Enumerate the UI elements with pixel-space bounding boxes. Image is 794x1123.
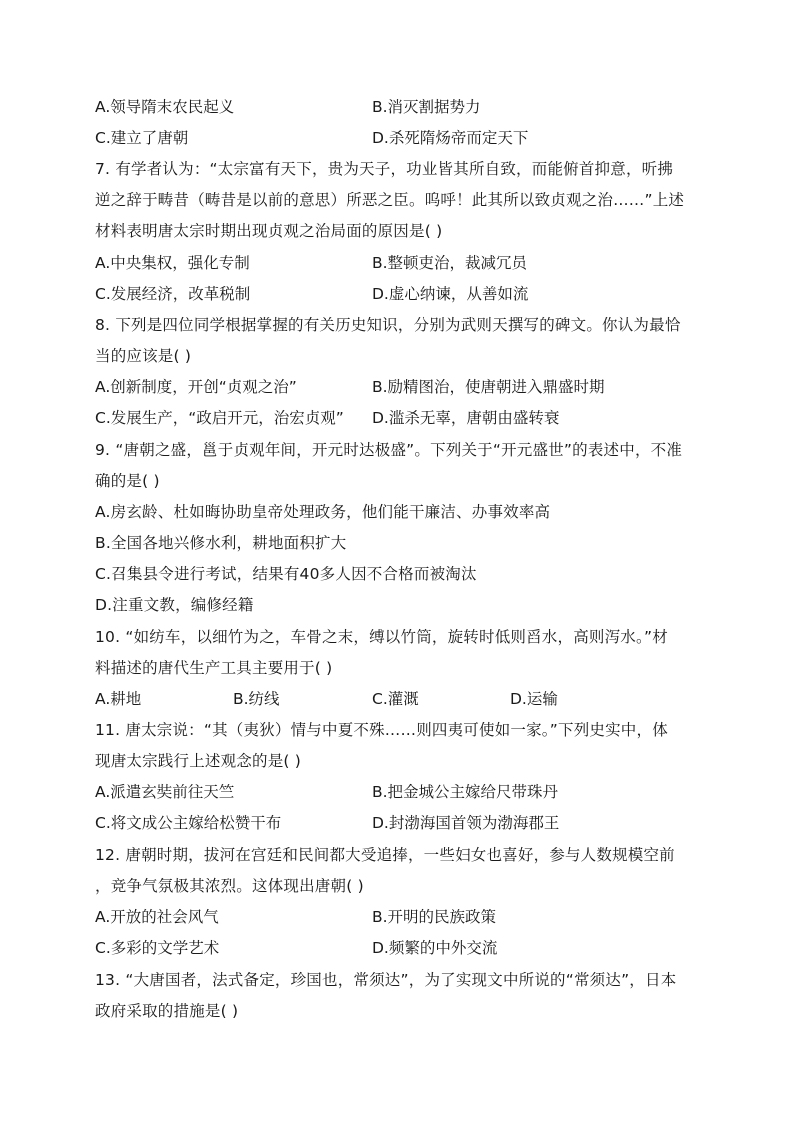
q8-stem-line-1: 8. 下列是四位同学根据掌握的有关历史知识，分别为武则天撰写的碑文。你认为最恰 <box>95 316 681 334</box>
q12-option-b: B.开明的民族政策 <box>372 908 497 926</box>
q12-option-a: A.开放的社会风气 <box>95 908 219 926</box>
q7-stem-line-3: 材料表明唐太宗时期出现贞观之治局面的原因是( ) <box>95 222 443 240</box>
q6-option-b: B.消灭割据势力 <box>372 98 481 116</box>
q13-stem-line-2: 政府采取的措施是( ) <box>95 1002 239 1020</box>
q9-stem-line-1: 9. “唐朝之盛，邕于贞观年间，开元时达极盛”。下列关于“开元盛世”的表述中，不准 <box>95 441 683 459</box>
q8-option-b: B.励精图治，使唐朝进入鼎盛时期 <box>372 378 605 396</box>
q8-option-c: C.发展生产，“政启开元，治宏贞观” <box>95 409 344 427</box>
q10-option-c: C.灌溉 <box>372 690 419 708</box>
q10-option-b: B.纺线 <box>233 690 280 708</box>
q9-option-c: C.召集县令进行考试，结果有40多人因不合格而被淘汰 <box>95 565 477 583</box>
q12-option-c: C.多彩的文学艺术 <box>95 939 220 957</box>
q7-stem-line-1: 7. 有学者认为：“太宗富有天下，贵为天子，功业皆其所自致，而能俯首抑意，听拂 <box>95 160 674 178</box>
q7-option-c: C.发展经济，改革税制 <box>95 285 251 303</box>
q8-stem-line-2: 当的应该是( ) <box>95 347 192 365</box>
q7-option-b: B.整顿吏治，裁减冗员 <box>372 254 528 272</box>
q9-stem-line-2: 确的是( ) <box>95 472 160 490</box>
q12-option-d: D.频繁的中外交流 <box>372 939 498 957</box>
q11-stem-line-2: 现唐太宗践行上述观念的是( ) <box>95 752 302 770</box>
q10-stem-line-2: 料描述的唐代生产工具主要用于( ) <box>95 659 333 677</box>
q9-option-b: B.全国各地兴修水利，耕地面积扩大 <box>95 534 347 552</box>
q13-stem-line-1: 13. “大唐国者，法式备定，珍国也，常须达”，为了实现文中所说的“常须达”，日本 <box>95 971 677 989</box>
q10-stem-line-1: 10. “如纺车，以细竹为之，车骨之末，缚以竹筒，旋转时低则舀水，高则泻水。”材 <box>95 628 668 646</box>
q7-stem-line-2: 逆之辞于畴昔（畴昔是以前的意思）所恶之臣。呜呼！此其所以致贞观之治……”上述 <box>95 191 685 209</box>
q11-option-b: B.把金城公主嫁给尺带珠丹 <box>372 783 559 801</box>
q9-option-a: A.房玄龄、杜如晦协助皇帝处理政务，他们能干廉洁、办事效率高 <box>95 503 551 521</box>
q6-option-c: C.建立了唐朝 <box>95 129 189 147</box>
q6-option-d: D.杀死隋炀帝而定天下 <box>372 129 529 147</box>
q10-option-d: D.运输 <box>510 690 558 708</box>
q11-option-a: A.派遣玄奘前往天竺 <box>95 783 235 801</box>
q7-option-a: A.中央集权，强化专制 <box>95 254 250 272</box>
q8-option-a: A.创新制度，开创“贞观之治” <box>95 378 297 396</box>
q9-option-d: D.注重文教，编修经籍 <box>95 596 254 614</box>
q11-stem-line-1: 11. 唐太宗说：“其（夷狄）情与中夏不殊……则四夷可使如一家。”下列史实中，体 <box>95 721 668 739</box>
q11-option-d: D.封渤海国首领为渤海郡王 <box>372 814 560 832</box>
q11-option-c: C.将文成公主嫁给松赞干布 <box>95 814 282 832</box>
q12-stem-line-2: ，竞争气氛极其浓烈。这体现出唐朝( ) <box>95 877 364 895</box>
q10-option-a: A.耕地 <box>95 690 142 708</box>
q7-option-d: D.虚心纳谏，从善如流 <box>372 285 529 303</box>
q8-option-d: D.滥杀无辜，唐朝由盛转衰 <box>372 409 560 427</box>
q12-stem-line-1: 12. 唐朝时期，拔河在宫廷和民间都大受追捧，一些妇女也喜好，参与人数规模空前 <box>95 846 675 864</box>
q6-option-a: A.领导隋末农民起义 <box>95 98 235 116</box>
